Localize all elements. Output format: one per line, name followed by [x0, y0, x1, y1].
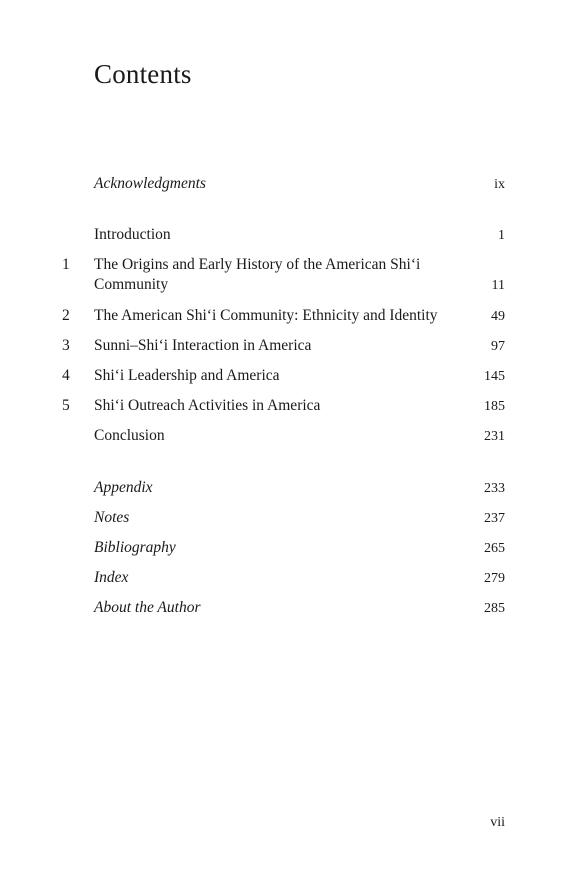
toc-entry-title: Notes [94, 509, 130, 526]
toc-entry-page: 97 [491, 339, 505, 354]
toc-entry-number: 3 [62, 337, 70, 354]
toc-entry-title: Index [94, 569, 129, 586]
toc-entry-number: 4 [62, 367, 70, 384]
toc-entry-number: 1 [62, 256, 70, 273]
toc-entry-title: Shi‘i Leadership and America [94, 367, 280, 384]
toc-entry-page: 11 [491, 278, 505, 293]
toc-entry-title: About the Author [94, 599, 201, 616]
toc-entry-title: Sunni–Shi‘i Interaction in America [94, 337, 312, 354]
toc-entry-page: 279 [484, 571, 505, 586]
toc-entry-page: ix [494, 177, 505, 192]
toc-entry-title: Introduction [94, 226, 171, 243]
page-number: vii [490, 815, 505, 830]
toc-entry-page: 231 [484, 429, 505, 444]
toc-entry-page: 49 [491, 309, 505, 324]
toc-entry-page: 185 [484, 399, 505, 414]
toc-entry-title: The Origins and Early History of the American Shi‘i Community [94, 256, 421, 293]
toc-entry-number: 2 [62, 307, 70, 324]
toc-entry-title: Acknowledgments [94, 175, 206, 192]
toc-entry-title: Bibliography [94, 539, 176, 556]
toc-entry-page: 285 [484, 601, 505, 616]
toc-entry-title: Appendix [94, 479, 153, 496]
toc-entry-title: Conclusion [94, 427, 165, 444]
toc-entry-page: 1 [498, 228, 505, 243]
toc-entry-page: 237 [484, 511, 505, 526]
toc-entry-page: 145 [484, 369, 505, 384]
toc-entry-title: The American Shi‘i Community: Ethnicity and Identity [94, 307, 438, 324]
toc-entry-page: 265 [484, 541, 505, 556]
toc-entry-number: 5 [62, 397, 70, 414]
toc-entry-page: 233 [484, 481, 505, 496]
toc-entry-title: Shi‘i Outreach Activities in America [94, 397, 321, 414]
page-title: Contents [94, 59, 192, 89]
